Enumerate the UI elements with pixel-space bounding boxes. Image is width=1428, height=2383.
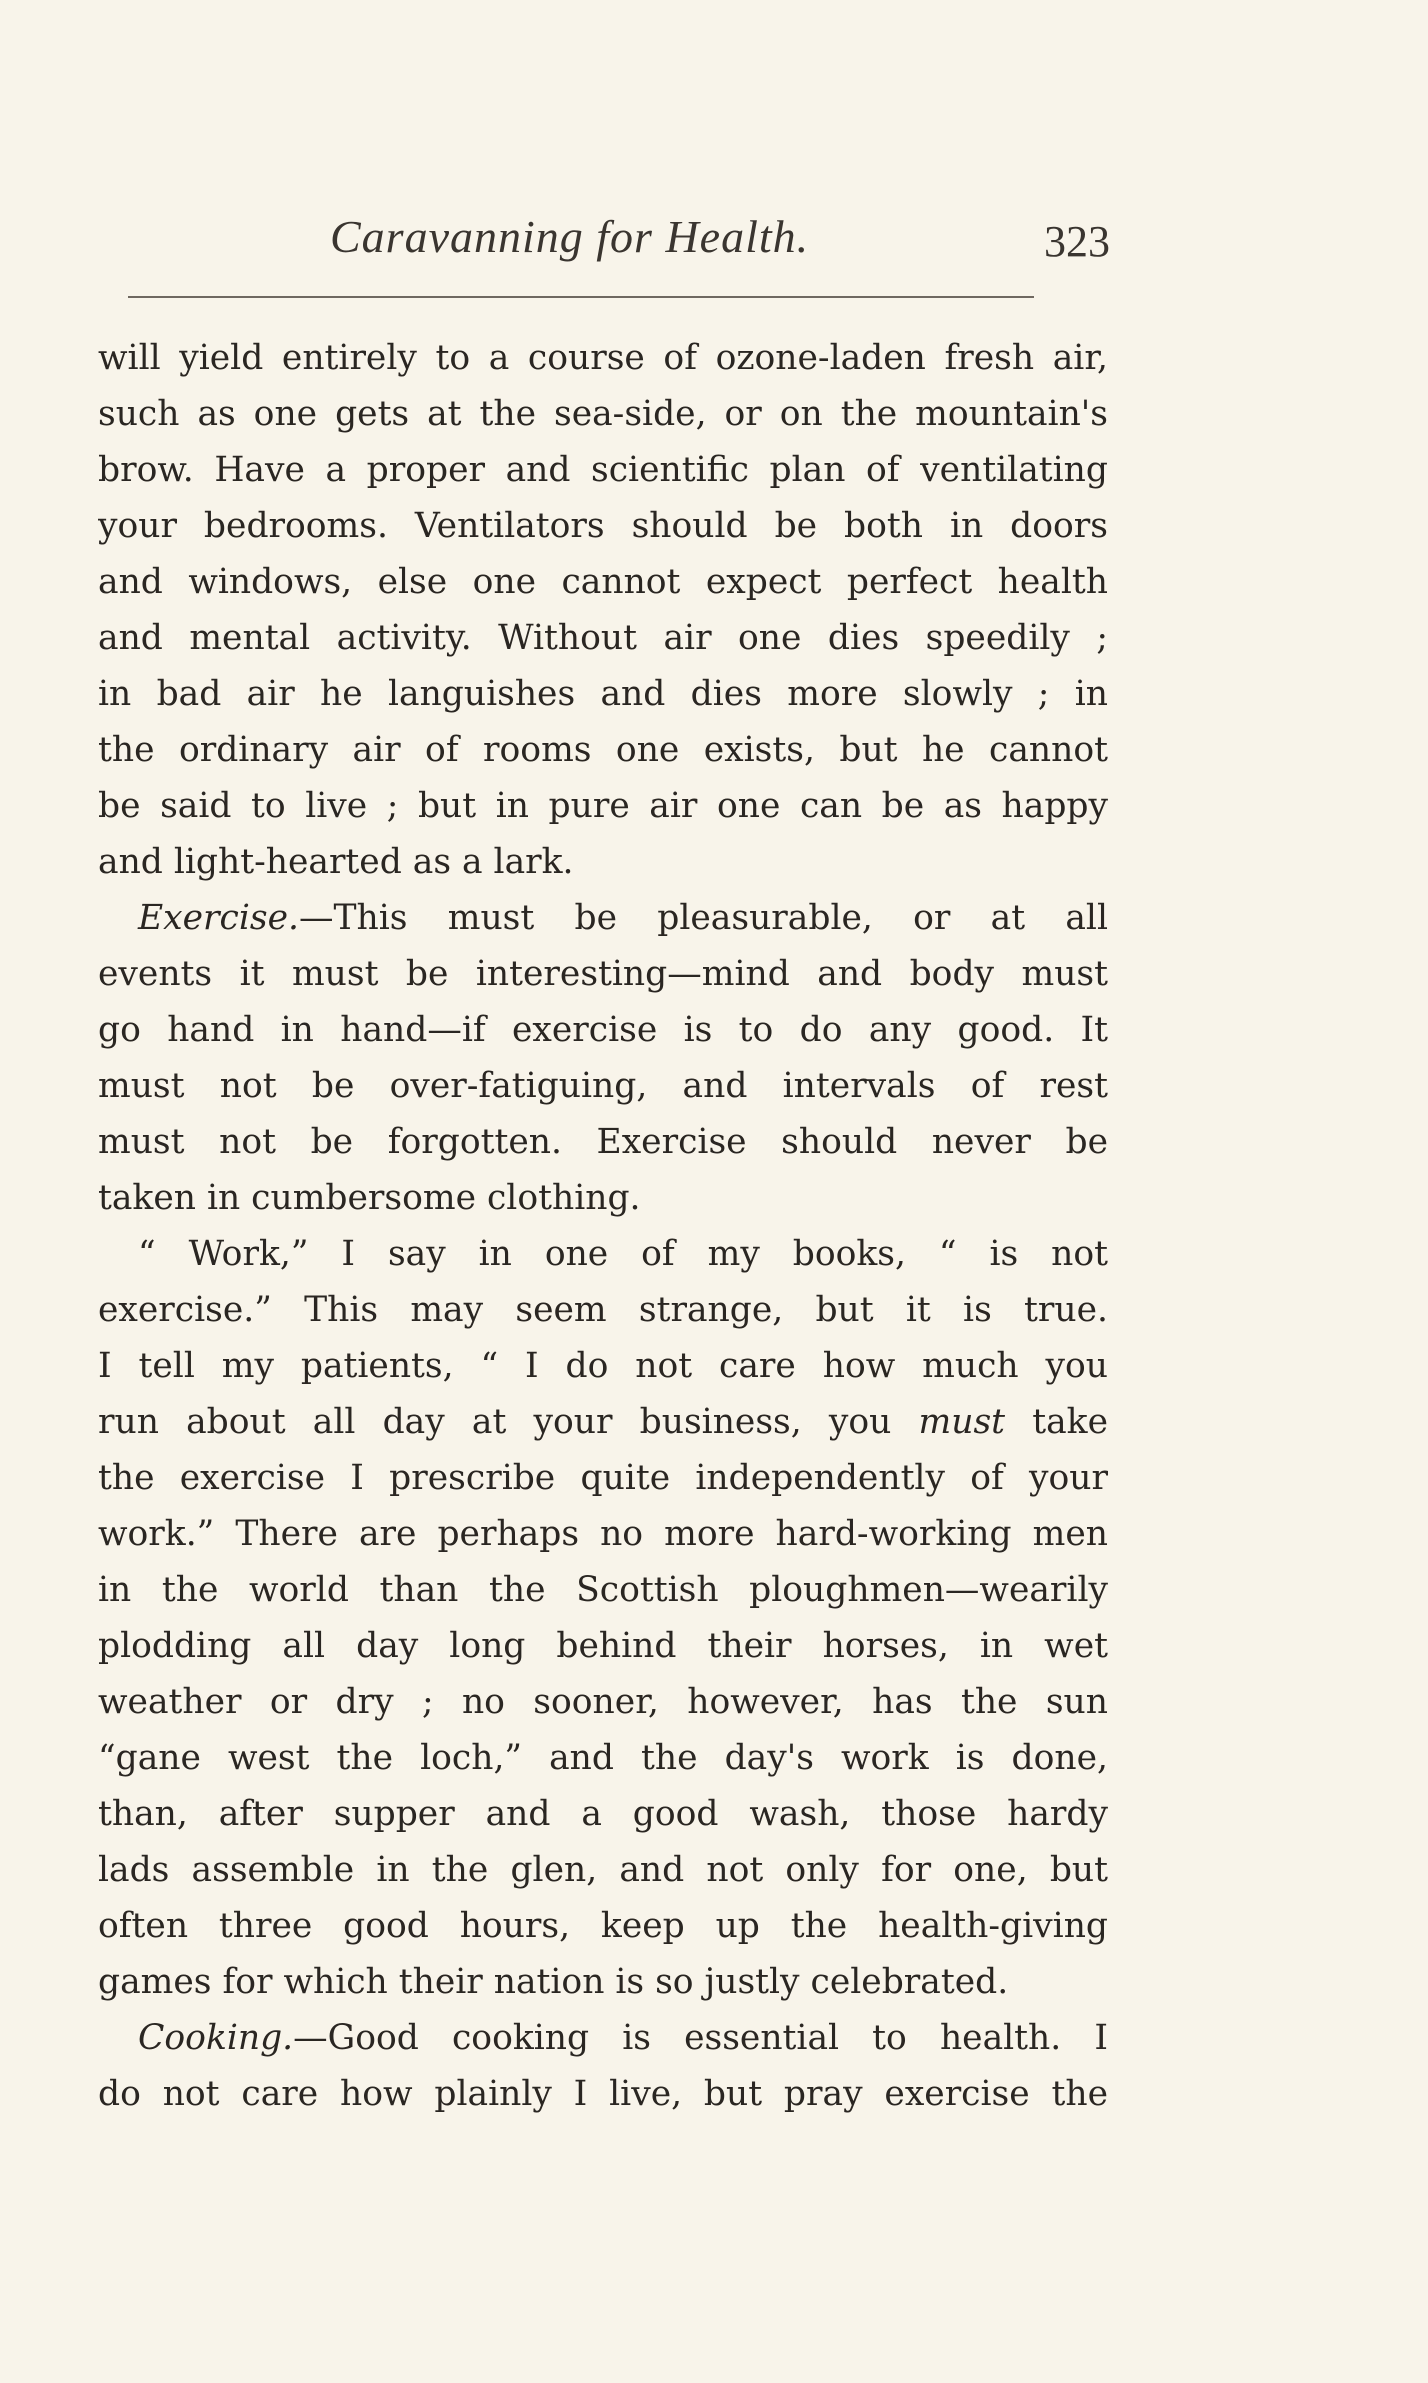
cooking-heading: Cooking.: [138, 2018, 294, 2058]
text-line: must not be over-fatiguing, and intervals of rest: [98, 1066, 1108, 1106]
header-rule: [128, 296, 1034, 298]
page-number: 323: [1044, 217, 1110, 266]
exercise-paragraph-start: [98, 890, 1108, 946]
text-line: I tell my patients, “ I do not care how much you: [98, 1346, 1108, 1386]
text-line: and mental activity. Without air one dies speedily ;: [98, 618, 1108, 658]
text-line: in bad air he languishes and dies more slowly ; in: [98, 674, 1108, 714]
text-fragment: —Good cooking is essential to health. I: [293, 2018, 1108, 2058]
running-head: [100, 210, 1110, 280]
text-line: lads assemble in the glen, and not only for one, but: [98, 1850, 1108, 1890]
text-line: events it must be interesting—mind and body must: [98, 954, 1108, 994]
cooking-paragraph-start: [98, 2010, 1108, 2066]
text-line: brow. Have a proper and scientific plan of ventilating: [98, 450, 1108, 490]
text-line: “ Work,” I say in one of my books, “ is not: [138, 1234, 1108, 1274]
text-fragment: —This must be pleasurable, or at all: [299, 898, 1108, 938]
text-line: in the world than the Scottish ploughmen—wearily: [98, 1570, 1108, 1610]
text-line: often three good hours, keep up the health-giving: [98, 1906, 1108, 1946]
text-line: work.” There are perhaps no more hard-working men: [98, 1514, 1108, 1554]
text-line: and light-hearted as a lark.: [98, 842, 574, 882]
text-line: the ordinary air of rooms one exists, but he cannot: [98, 730, 1108, 770]
text-line: “gane west the loch,” and the day's work is done,: [98, 1738, 1108, 1778]
text-line: games for which their nation is so justly celebrated.: [98, 1962, 1009, 2002]
text-line: plodding all day long behind their horses, in wet: [98, 1626, 1108, 1666]
text-line: weather or dry ; no sooner, however, has the sun: [98, 1682, 1108, 1722]
text-line: and windows, else one cannot expect perfect health: [98, 562, 1108, 602]
exercise-heading: Exercise.: [138, 898, 299, 938]
text-line: your bedrooms. Ventilators should be both in doors: [98, 506, 1108, 546]
text-line: go hand in hand—if exercise is to do any good. It: [98, 1010, 1108, 1050]
running-title: Caravanning for Health.: [330, 211, 810, 262]
text-line: will yield entirely to a course of ozone-laden fresh air,: [98, 338, 1108, 378]
text-line: do not care how plainly I live, but pray exercise the: [98, 2074, 1108, 2114]
emphasis-must: must: [918, 1402, 1006, 1442]
text-line: such as one gets at the sea-side, or on the mountain's: [98, 394, 1108, 434]
text-line: must not be forgotten. Exercise should never be: [98, 1122, 1108, 1162]
text-fragment: take: [1032, 1402, 1108, 1442]
body-text: [98, 330, 1108, 2122]
text-line: taken in cumbersome clothing.: [98, 1178, 641, 1218]
text-line: be said to live ; but in pure air one can be as happy: [98, 786, 1108, 826]
text-line-with-emphasis: [98, 1394, 1108, 1450]
text-line: the exercise I prescribe quite independently of your: [98, 1458, 1108, 1498]
text-line: exercise.” This may seem strange, but it is true.: [98, 1290, 1108, 1330]
text-fragment: run about all day at your business, you: [98, 1402, 892, 1442]
text-line: than, after supper and a good wash, those hardy: [98, 1794, 1108, 1834]
